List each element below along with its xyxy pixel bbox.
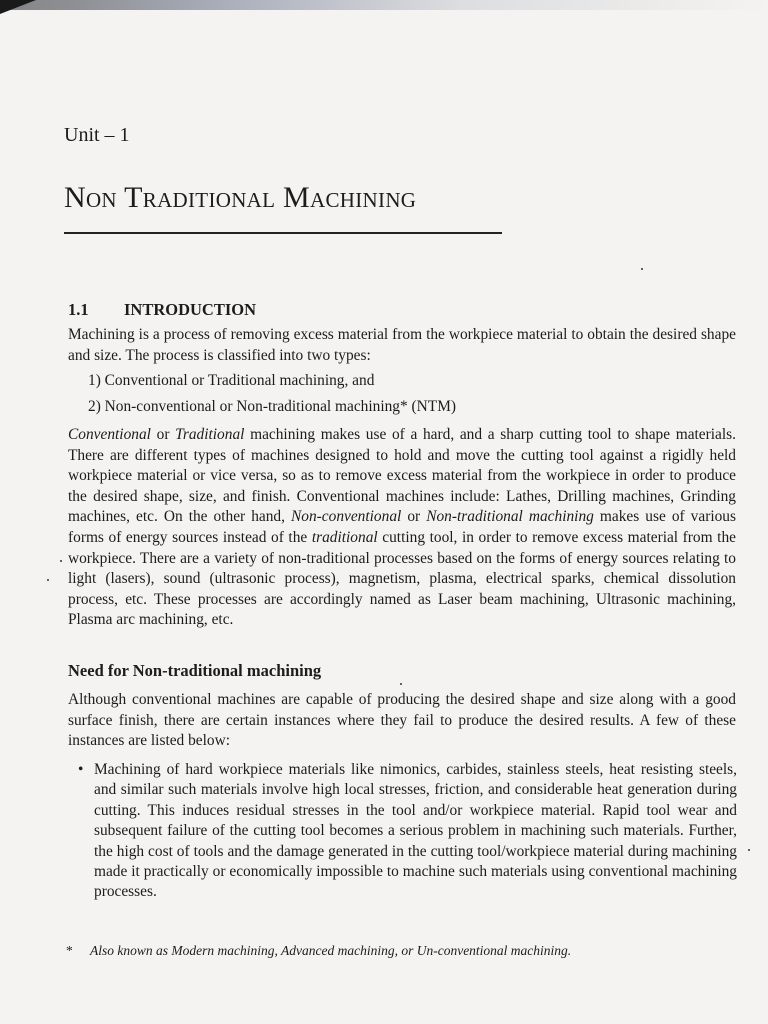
need-paragraph: Although conventional machines are capable of producing the desired shape and size along with a good surface finish, there are certain instances where they fail to produce the desired results. A few of these instances are listed below: <box>68 691 736 750</box>
footnote-marker: * <box>66 943 73 958</box>
footnote-text: Also known as Modern machining, Advanced machining, or Un-conventional machining. <box>90 943 572 958</box>
scan-speck <box>47 579 49 581</box>
unit-label: Unit – 1 <box>64 124 130 146</box>
chapter-title: Non Traditional Machining <box>64 181 417 214</box>
scan-speck <box>400 683 402 685</box>
term-traditional: Traditional <box>175 426 245 443</box>
text-run: or <box>150 426 176 443</box>
term-non-conventional: Non-conventional <box>291 508 402 526</box>
list-item: 1) Conventional or Traditional machining, and <box>88 372 375 389</box>
need-heading: Need for Non-traditional machining <box>68 661 322 680</box>
scan-speck <box>641 268 643 270</box>
text-run: makes use of various forms of energy sources instead of the <box>68 508 736 546</box>
title-underline <box>64 232 502 234</box>
term-conventional: Conventional <box>68 426 151 443</box>
section-number: 1.1 <box>68 300 89 319</box>
section-title: INTRODUCTION <box>124 300 257 319</box>
scan-speck <box>748 849 750 851</box>
section-heading <box>68 300 256 320</box>
bullet-text: Machining of hard workpiece materials like nimonics, carbides, stainless steels, heat resisting steels, and similar such materials involve high local stresses, friction, and considerable heat generation during cutting. This induces residual stresses in the tool and/or workpiece material. Rapid tool wear and subsequent failure of the cutting tool becomes a serious problem in machining such materials. Further, the high cost of tools and the damage generated in the cutting tool/workpiece material during machining made it practically or economically impossible to machine such materials using conventional machining processes. <box>94 761 737 901</box>
text-run: or <box>401 508 427 526</box>
term-traditional-lower: traditional <box>311 528 378 546</box>
bullet-item <box>78 760 737 903</box>
conventional-paragraph <box>68 425 736 631</box>
bullet-marker: • <box>78 761 84 778</box>
scan-corner <box>0 0 36 14</box>
list-item: 2) Non-conventional or Non-traditional machining* (NTM) <box>88 398 456 415</box>
footnote <box>66 943 571 959</box>
scan-edge-shadow <box>0 0 768 10</box>
intro-paragraph: Machining is a process of removing excess material from the workpiece material to obtain the desired shape and size. The process is classified into two types: <box>68 326 736 364</box>
term-non-traditional: Non-traditional machining <box>426 508 594 526</box>
text-run: cutting tool, in order to remove excess material from the workpiece. There are a variety of non-traditional processes based on the forms of energy sources relating to light (lasers), sound (ultrasonic process), magnetism, plasma, electrical sparks, chemical dissolution process, etc. These processes are accordingly named as Laser beam machining, Ultrasonic machining, Plasma arc machining, etc. <box>68 528 736 629</box>
text-run: machining makes use of a hard, and a sharp cutting tool to shape materials. There are different types of machines designed to hold and move the cutting tool against a rigidly held workpiece material or vice versa, so as to remove excess material from the workpiece in order to produce the desired shape, size, and finish. Conventional machines include: Lathes, Drilling machines, Grinding machines, etc. On the other hand, <box>68 426 736 526</box>
scan-speck <box>60 560 62 562</box>
